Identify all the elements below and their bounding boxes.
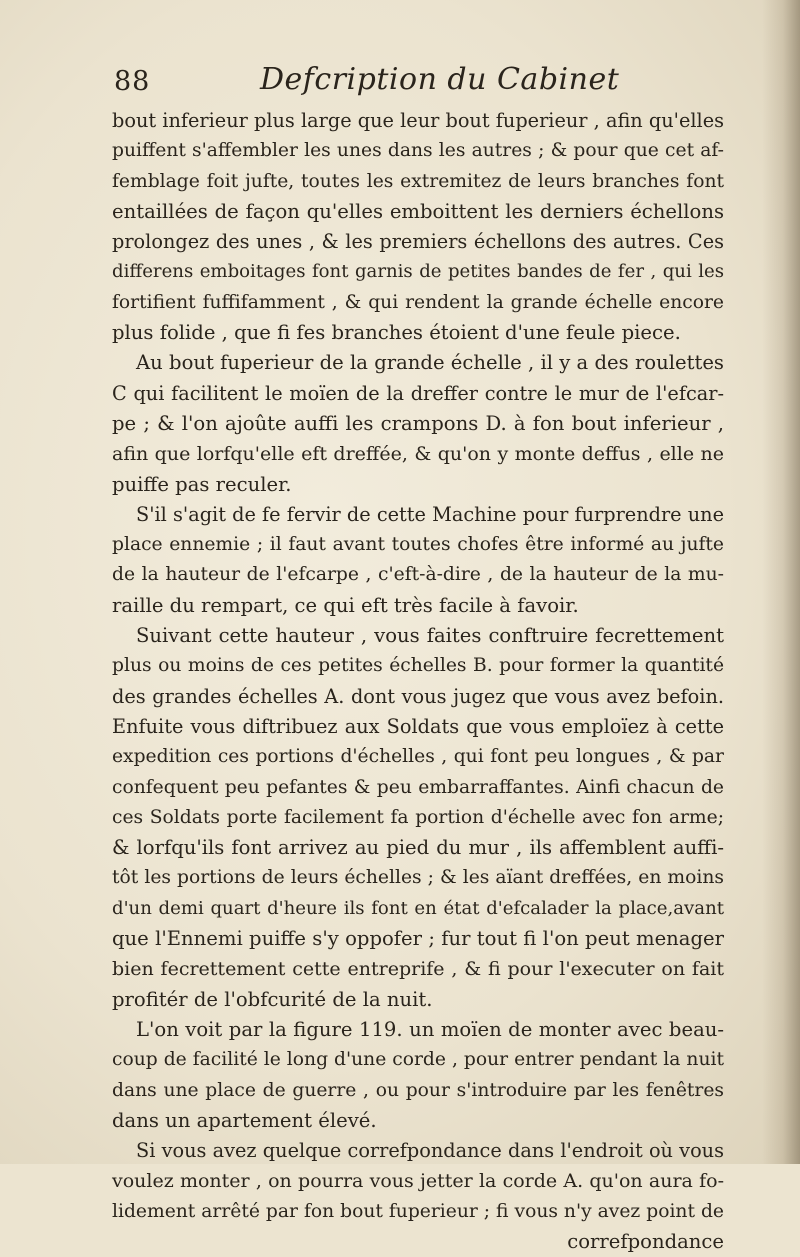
page-header xyxy=(114,62,734,106)
text-line: confequent peu pefantes & peu embarraffantes. Ainfi chacun de xyxy=(112,776,724,798)
text-line: Au bout fuperieur de la grande échelle , il y a des roulettes xyxy=(136,351,724,375)
text-line: lidement arrêté par fon bout fuperieur ; fi vous n'y avez point de xyxy=(112,1200,724,1222)
text-line: S'il s'agit de fe fervir de cette Machine pour furprendre une xyxy=(136,502,724,526)
text-line: que l'Ennemi puiffe s'y oppofer ; fur tout fi l'on peut menager xyxy=(112,927,724,951)
body-text xyxy=(112,106,724,1257)
page-number: 88 xyxy=(114,66,151,97)
text-line: ces Soldats porte facilement fa portion d'échelle avec fon arme; xyxy=(112,806,724,828)
text-line: des grandes échelles A. dont vous jugez que vous avez befoin. xyxy=(112,684,724,708)
text-line: L'on voit par la figure 119. un moïen de monter avec beau- xyxy=(136,1017,724,1041)
running-title: Defcription du Cabinet xyxy=(260,62,620,97)
text-line: voulez monter , on pourra vous jetter la corde A. qu'on aura fo- xyxy=(112,1170,724,1193)
text-line: Enfuite vous diftribuez aux Soldats que vous emploïez à cette xyxy=(112,714,724,738)
text-line: de la hauteur de l'efcarpe , c'eft-à-dire , de la hauteur de la mu- xyxy=(112,564,724,586)
text-line: place ennemie ; il faut avant toutes chofes être informé au jufte xyxy=(112,534,724,556)
page-gutter-shadow xyxy=(762,0,800,1164)
catchword: correfpondance xyxy=(567,1229,724,1253)
text-line: profitér de l'obfcurité de la nuit. xyxy=(112,987,433,1011)
text-line: fortifient fuffifamment , & qui rendent la grande échelle encore xyxy=(112,291,724,313)
text-line: Si vous avez quelque correfpondance dans l'endroit où vous xyxy=(136,1139,724,1163)
text-line: coup de facilité le long d'une corde , pour entrer pendant la nuit xyxy=(112,1049,724,1071)
text-line: dans une place de guerre , ou pour s'introduire par les fenêtres xyxy=(112,1079,724,1101)
text-line: puiffe pas reculer. xyxy=(112,472,292,496)
text-line: tôt les portions de leurs échelles ; & les aïant dreffées, en moins xyxy=(112,867,724,889)
text-line: differens emboitages font garnis de petites bandes de fer , qui les xyxy=(112,261,724,283)
text-line: d'un demi quart d'heure ils font en état d'efcalader la place,avant xyxy=(112,897,724,919)
text-line: prolongez des unes , & les premiers échellons des autres. Ces xyxy=(112,230,724,254)
text-line: entaillées de façon qu'elles emboittent les derniers échellons xyxy=(112,199,724,223)
text-line: dans un apartement élevé. xyxy=(112,1108,377,1132)
text-line: bien fecrettement cette entreprife , & fi pour l'executer on fait xyxy=(112,958,724,981)
text-line: & lorfqu'ils font arrivez au pied du mur , ils affemblent auffi- xyxy=(112,836,724,860)
text-line: pe ; & l'on ajoûte auffi les crampons D. à fon bout inferieur , xyxy=(112,411,724,435)
text-line: puiffent s'affembler les unes dans les autres ; & pour que cet af- xyxy=(112,140,724,162)
text-line: raille du rempart, ce qui eft très facile à favoir. xyxy=(112,593,579,617)
text-line: afin que lorfqu'elle eft dreffée, & qu'on y monte deffus , elle ne xyxy=(112,443,724,466)
text-line: plus folide , que fi fes branches étoient d'une feule piece. xyxy=(112,321,681,345)
text-line: femblage foit jufte, toutes les extremitez de leurs branches font xyxy=(112,170,724,192)
text-line: C qui facilitent le moïen de la dreffer contre le mur de l'efcar- xyxy=(112,381,724,405)
text-line: Suivant cette hauteur , vous faites conftruire fecrettement xyxy=(136,624,724,648)
text-line: expedition ces portions d'échelles , qui font peu longues , & par xyxy=(112,746,724,768)
text-line: bout inferieur plus large que leur bout fuperieur , afin qu'elles xyxy=(112,109,724,132)
text-line: plus ou moins de ces petites échelles B. pour former la quantité xyxy=(112,655,724,677)
